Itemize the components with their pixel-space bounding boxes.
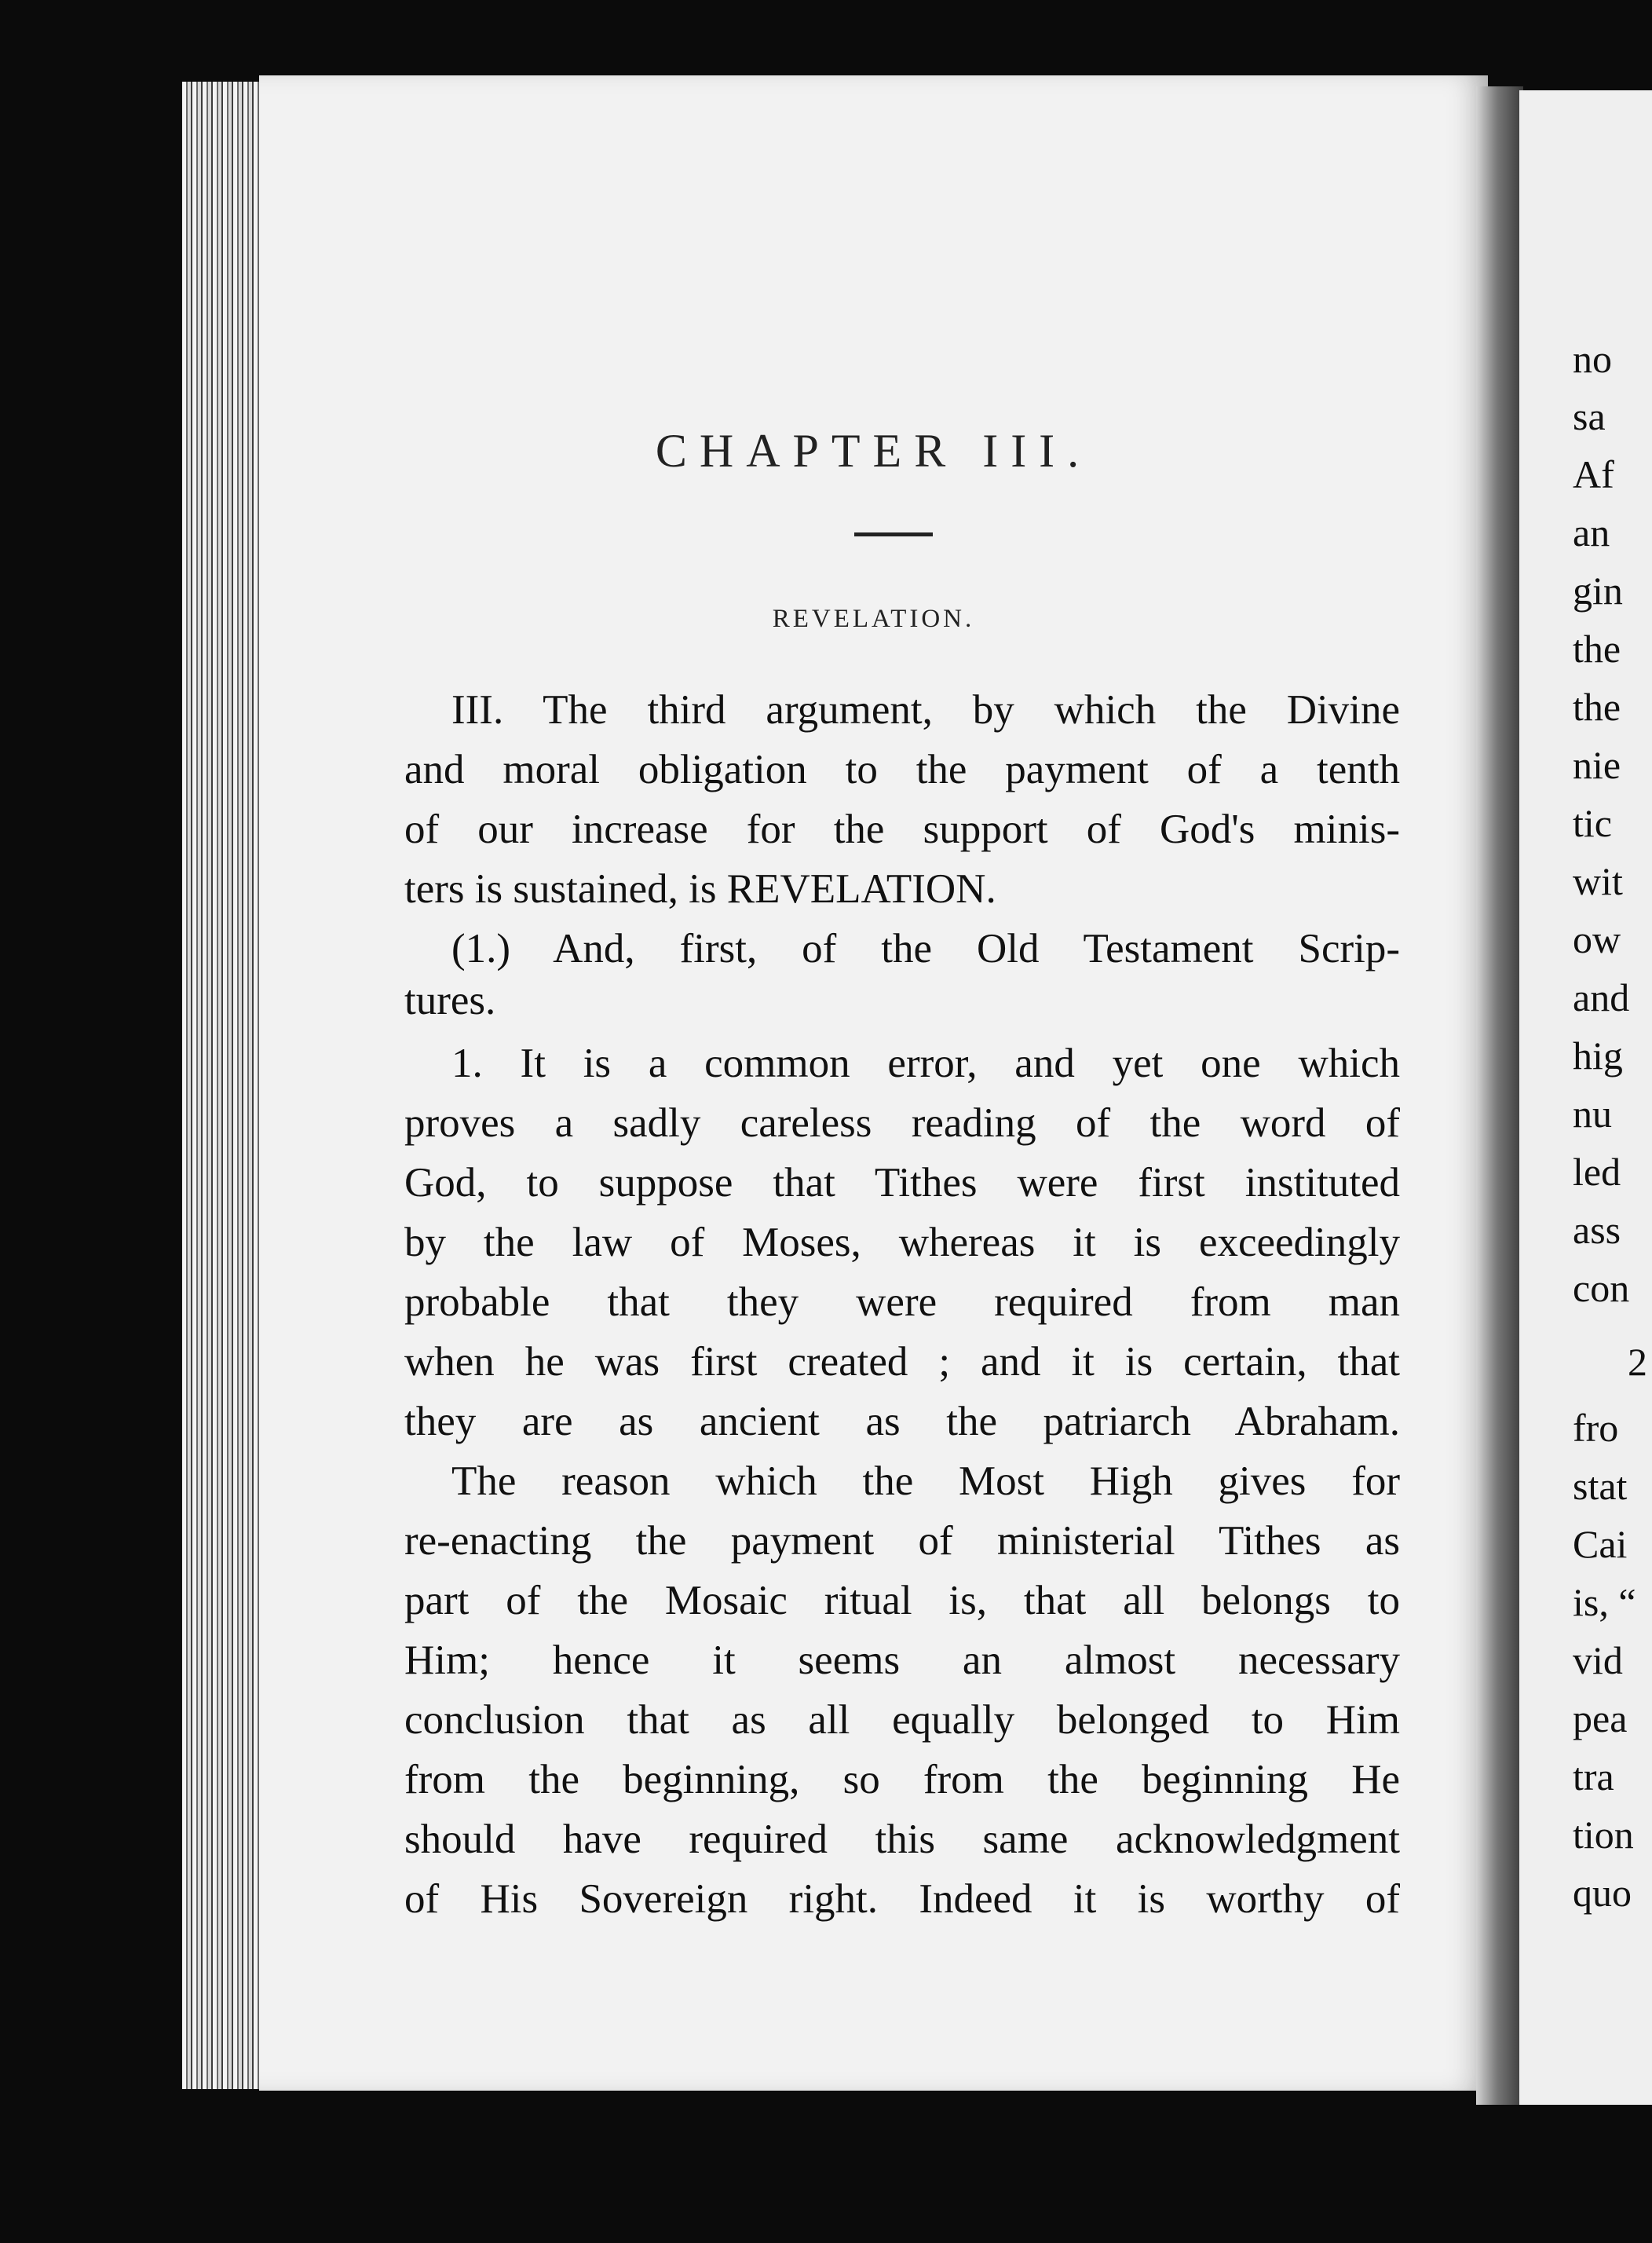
body-line: when he was first created ; and it is certain, that — [404, 1339, 1400, 1385]
right-page-line: sa — [1573, 394, 1606, 438]
right-page-line: ass — [1573, 1208, 1621, 1252]
right-page-line: stat — [1573, 1464, 1628, 1508]
body-line: probable that they were required from man — [404, 1279, 1400, 1325]
right-page-line: con — [1573, 1266, 1630, 1310]
body-line: from the beginning, so from the beginning He — [404, 1757, 1400, 1802]
right-page-line: fro — [1573, 1406, 1619, 1450]
right-page-line: no — [1573, 337, 1612, 381]
right-page-line: and — [1573, 975, 1630, 1019]
right-page-line: Cai — [1573, 1522, 1628, 1566]
right-page-line: the — [1573, 627, 1621, 671]
right-page-line: 2 — [1628, 1340, 1647, 1384]
body-line: proves a sadly careless reading of the word of — [404, 1100, 1400, 1146]
body-line: of our increase for the support of God's minis- — [404, 807, 1400, 852]
right-page-line: is, “ — [1573, 1580, 1636, 1624]
body-line: of His Sovereign right. Indeed it is worthy of — [404, 1876, 1400, 1922]
body-line: God, to suppose that Tithes were first instituted — [404, 1160, 1400, 1206]
body-line: Him; hence it seems an almost necessary — [404, 1637, 1400, 1683]
body-line: by the law of Moses, whereas it is exceedingly — [404, 1220, 1400, 1265]
body-line: (1.) And, first, of the Old Testament Scrip- — [451, 926, 1400, 971]
right-page-line: nie — [1573, 743, 1621, 787]
body-line: conclusion that as all equally belonged to Him — [404, 1697, 1400, 1743]
body-line: ters is sustained, is REVELATION. — [404, 866, 996, 912]
body-line: should have required this same acknowledgment — [404, 1817, 1400, 1862]
right-page-line: tic — [1573, 801, 1612, 845]
right-page-line: led — [1573, 1150, 1621, 1194]
right-page-line: the — [1573, 685, 1621, 729]
body-line: III. The third argument, by which the Divine — [451, 687, 1400, 733]
right-page-line: Af — [1573, 452, 1614, 496]
chapter-subtitle: REVELATION. — [772, 605, 975, 633]
chapter-title: CHAPTER III. — [655, 425, 1092, 477]
body-line: The reason which the Most High gives for — [451, 1458, 1400, 1504]
right-page-line: nu — [1573, 1092, 1612, 1136]
body-line: tures. — [404, 978, 496, 1023]
right-page-line: ow — [1573, 917, 1621, 961]
right-page-line: vid — [1573, 1638, 1623, 1682]
body-line: they are as ancient as the patriarch Abraham. — [404, 1399, 1400, 1444]
body-line: 1. It is a common error, and yet one which — [451, 1041, 1400, 1086]
right-page-line: tion — [1573, 1813, 1634, 1857]
right-page-line: quo — [1573, 1871, 1632, 1915]
body-line: re-enacting the payment of ministerial Tithes as — [404, 1518, 1400, 1564]
right-page-line: hig — [1573, 1034, 1623, 1078]
body-line: and moral obligation to the payment of a tenth — [404, 747, 1400, 792]
right-page-line: wit — [1573, 859, 1623, 903]
right-page-line: an — [1573, 510, 1610, 554]
right-page-line: gin — [1573, 569, 1623, 613]
title-rule — [854, 532, 933, 536]
book-gutter — [1476, 86, 1523, 2105]
right-page-line: tra — [1573, 1755, 1614, 1798]
body-line: part of the Mosaic ritual is, that all belongs to — [404, 1578, 1400, 1623]
right-page-line: pea — [1573, 1696, 1628, 1740]
